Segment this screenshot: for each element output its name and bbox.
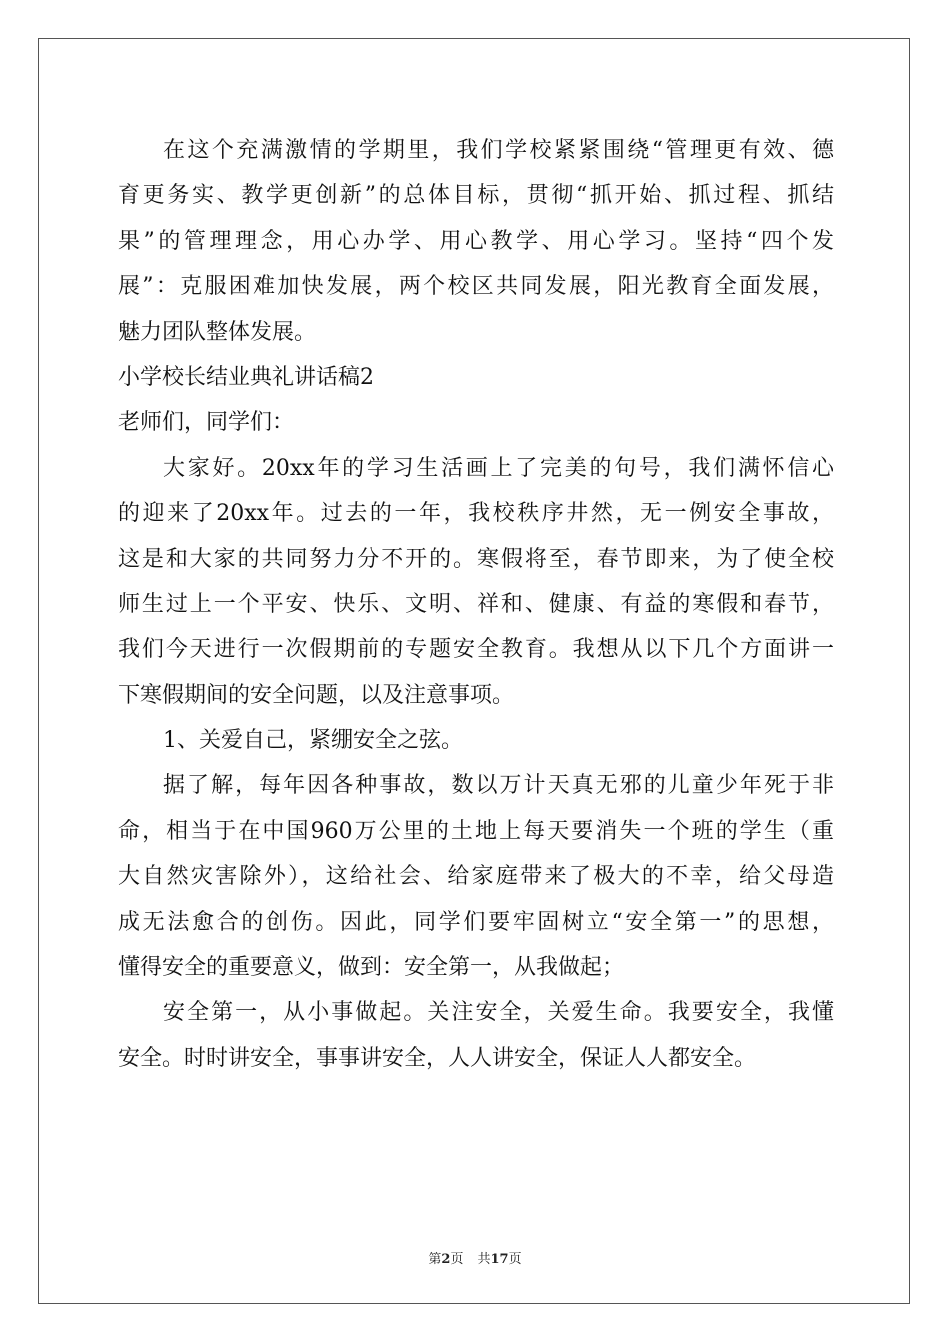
paragraph-line: 安全第一，从小事做起。关注安全，关爱生命。我要安全，我懂 <box>163 1000 834 1026</box>
paragraph-line: 展”：克服困难加快发展，两个校区共同发展，阳光教育全面发展， <box>118 274 834 300</box>
paragraph-line: 师生过上一个平安、快乐、文明、祥和、健康、有益的寒假和春节， <box>118 591 834 617</box>
paragraph-line: 下寒假期间的安全问题，以及注意事项。 <box>118 682 515 708</box>
paragraph-line: 大自然灾害除外），这给社会、给家庭带来了极大的不幸，给父母造 <box>118 864 834 890</box>
page-suffix: 页 <box>450 1252 464 1267</box>
section-heading: 小学校长结业典礼讲话稿2 <box>118 364 374 390</box>
page-number: 2 <box>441 1252 451 1267</box>
paragraph-line: 成无法愈合的创伤。因此，同学们要牢固树立“安全第一”的思想， <box>118 909 834 935</box>
salutation: 老师们，同学们： <box>118 410 295 436</box>
paragraph-line: 据了解，每年因各种事故，数以万计天真无邪的儿童少年死于非 <box>163 773 834 799</box>
paragraph-line: 大家好。20xx年的学习生活画上了完美的句号，我们满怀信心 <box>163 455 834 481</box>
paragraph-line: 我们今天进行一次假期前的专题安全教育。我想从以下几个方面讲一 <box>118 637 834 663</box>
paragraph-line: 安全。时时讲安全，事事讲安全，人人讲安全，保证人人都安全。 <box>118 1045 757 1071</box>
total-suffix: 页 <box>508 1252 522 1267</box>
paragraph-line: 懂得安全的重要意义，做到：安全第一，从我做起； <box>118 955 625 981</box>
total-prefix: 共 <box>477 1252 491 1267</box>
document-body <box>118 128 834 1081</box>
list-item-heading: 1、关爱自己，紧绷安全之弦。 <box>163 728 463 754</box>
page-prefix: 第 <box>428 1252 442 1267</box>
total-pages: 17 <box>490 1252 509 1267</box>
page-footer <box>0 1248 950 1267</box>
paragraph-line: 魅力团队整体发展。 <box>118 319 317 345</box>
paragraph-line: 果”的管理理念，用心办学、用心教学、用心学习。坚持“四个发 <box>118 228 834 254</box>
paragraph-line: 在这个充满激情的学期里，我们学校紧紧围绕“管理更有效、德 <box>163 138 834 163</box>
paragraph-line: 命，相当于在中国960万公里的土地上每天要消失一个班的学生（重 <box>118 818 834 844</box>
paragraph-line: 育更务实、教学更创新”的总体目标，贯彻“抓开始、抓过程、抓结 <box>118 183 834 209</box>
paragraph-line: 这是和大家的共同努力分不开的。寒假将至，春节即来，为了使全校 <box>118 546 834 572</box>
paragraph-line: 的迎来了20xx年。过去的一年，我校秩序井然，无一例安全事故， <box>118 501 834 527</box>
